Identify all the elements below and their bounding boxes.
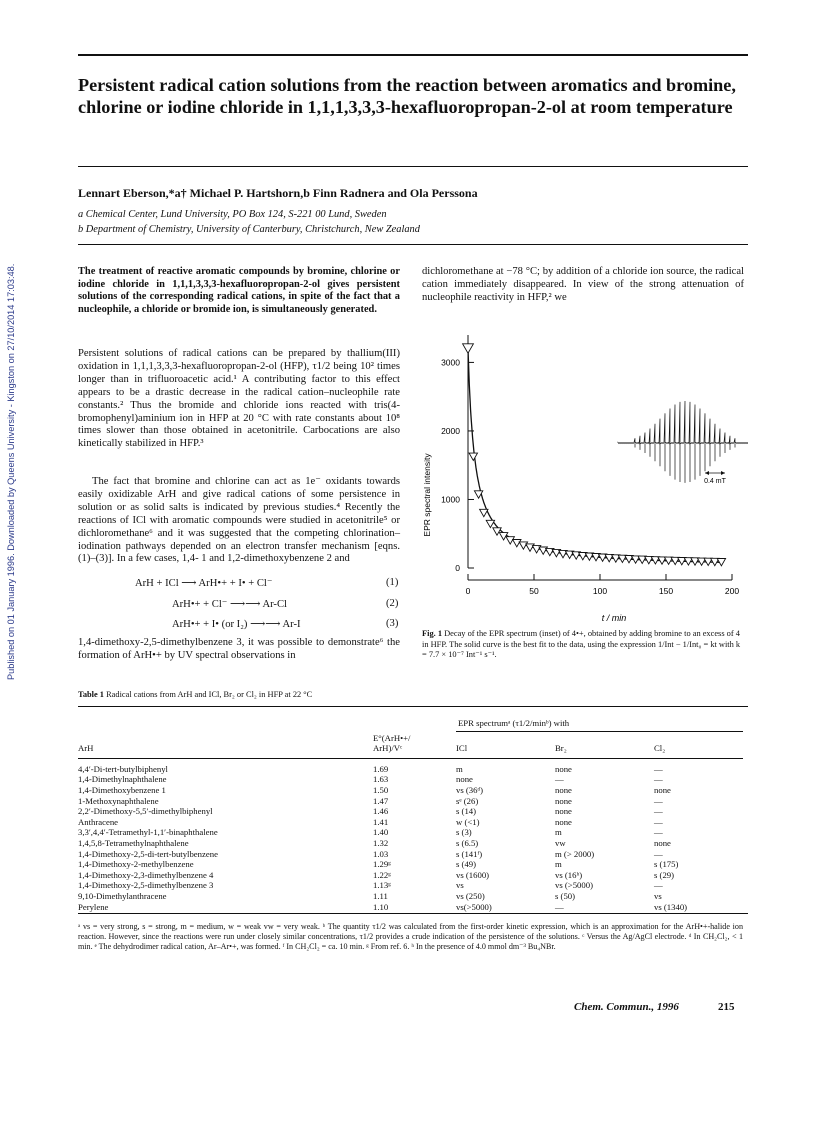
x-tick-label: 0 <box>465 586 471 596</box>
cell-potential: 1.63 <box>373 774 389 785</box>
y-axis-label: EPR spectral intensity <box>422 453 432 537</box>
cell-br2: none <box>555 795 572 806</box>
cell-cl2: none <box>654 837 671 848</box>
paragraph-2: The fact that bromine and chlorine can act as 1e⁻ oxidants towards easily oxidizable ArH and give radical cations of some persistence in solution or as solid salts is indicated by previous studies.⁴ Recently the reactions of ICl with aromatic compounds were studied in acetonitrile⁵ or dichloromethane⁶ and it was suggested that the competing chlorination–iodination pathways depended on an electron transfer mechanism [eqns. (1)–(3)]. In a few cases, 1,4- 1 and 1,2-dimethoxybenzene 2 and <box>78 476 400 565</box>
cell-br2: none <box>555 763 572 774</box>
header-arh: ArH <box>78 743 94 754</box>
cell-potential: 1.41 <box>373 816 389 827</box>
cell-br2: m <box>555 827 562 838</box>
cell-potential: 1.50 <box>373 784 389 795</box>
data-point <box>480 509 488 516</box>
x-tick-label: 200 <box>724 586 740 596</box>
y-tick-label: 1000 <box>441 494 460 505</box>
cell-icl: s (141ᶠ) <box>456 848 483 859</box>
cell-icl: vs(>5000) <box>456 901 492 912</box>
header-e-line1: E°(ArH•+/ <box>373 732 411 743</box>
top-rule-thick <box>78 54 748 56</box>
download-notice: Published on 01 January 1996. Downloaded by Queens University - Kingston on 27/10/2014 17:03:48. <box>6 263 16 680</box>
cell-cl2: — <box>654 827 663 838</box>
author-rule <box>78 244 748 245</box>
table-row <box>78 891 743 902</box>
cell-icl: m <box>456 763 463 774</box>
cell-potential: 1.10 <box>373 901 389 912</box>
table-footnote: ᵃ vs = very strong, s = strong, m = medium, w = weak vw = very weak. ᵇ The quantity τ1/2 was calculated from the first-order kinetic expression, which is an approximation for the ArH•+-halide ion reaction. However, since the reactions were run under closely similar concentrations, τ1/2 provides a crude indication of the persistence of the solutions. ᶜ Versus the Ag/AgCl electrode. ᵈ In CH₂Cl₂, < 1 min. ᵉ The dehydrodimer radical cation, Ar–Ar•+, was formed. ᶠ In CH₂Cl₂ = ca. 10 min. ᵍ From ref. 6. ʰ In the presence of 4.0 mmol dm⁻³ Bu₄NBr. <box>78 922 743 952</box>
equation-3: ArH•+ + I• (or I₂) ⟶⟶ Ar-I <box>172 619 301 630</box>
cell-cl2: — <box>654 795 663 806</box>
header-icl: ICl <box>456 743 468 754</box>
cell-cl2: s (29) <box>654 869 675 880</box>
data-point <box>463 344 474 353</box>
x-tick-label: 50 <box>529 586 539 596</box>
cell-arh: 1,4-Dimethoxy-2,3-dimethylbenzene 4 <box>78 869 214 880</box>
table-row <box>78 827 743 838</box>
page-number: 215 <box>718 1001 735 1013</box>
y-tick-label: 0 <box>455 563 460 573</box>
y-tick-label: 2000 <box>441 425 460 436</box>
table-row <box>78 859 743 870</box>
table-row <box>78 838 743 849</box>
article-title: Persistent radical cation solutions from the reaction between aromatics and bromine, chlorine or iodine chloride in 1,1,1,3,3,3-hexafluoropropan-2-ol at room temperature <box>78 75 736 117</box>
table-row <box>78 849 743 860</box>
cell-icl: s (14) <box>456 806 477 817</box>
cell-arh: 1,4-Dimethoxy-2,5-di-tert-butylbenzene <box>78 848 218 859</box>
cell-arh: 2,2′-Dimethoxy-5,5′-dimethylbiphenyl <box>78 806 213 817</box>
cell-cl2: — <box>654 880 663 891</box>
cell-arh: 9,10-Dimethylanthracene <box>78 890 167 901</box>
table-row <box>78 796 743 807</box>
cell-br2: m <box>555 859 562 870</box>
cell-arh: 1,4-Dimethoxy-2,5-dimethylbenzene 3 <box>78 880 214 891</box>
cell-br2: none <box>555 806 572 817</box>
cell-cl2: — <box>654 848 663 859</box>
cell-br2: none <box>555 784 572 795</box>
figure-1-caption <box>422 629 744 661</box>
cell-cl2: — <box>654 774 663 785</box>
cell-arh: 1-Methoxynaphthalene <box>78 795 159 806</box>
data-point <box>469 453 477 460</box>
table-1-caption <box>78 690 748 701</box>
x-tick-label: 100 <box>592 586 608 596</box>
right-paragraph-1: dichloromethane at −78 °C; by addition of a chloride ion source, the radical cation immediately disappeared. In view of the strong attenuation of nucleophile reactivity in HFP,² we <box>422 266 744 303</box>
cell-br2: vs (>5000) <box>555 880 593 891</box>
cell-icl: sᵉ (26) <box>456 795 479 806</box>
table-row <box>78 806 743 817</box>
paragraph-1: Persistent solutions of radical cations can be prepared by thallium(III) oxidation in 1,1,1,3,3,3-hexafluoropropan-2-ol (HFP), τ1/2 being 10² times longer than in trifluoroacetic acid.¹ A contributing factor to this effect appears to be a drastic decrease in the radical cation–nucleophile rate constants.² Thus the bromide and chloride ions reacted with tris(4-bromophenyl)aminium ion in HFP at 20 °C with rate constants about 10⁸ times slower than those obtained in acetonitrile. Carbocations are also kinetically stabilized in HFP.³ <box>78 348 400 450</box>
cell-arh: 1,4-Dimethoxybenzene 1 <box>78 784 166 795</box>
table-row <box>78 902 743 913</box>
abstract: The treatment of reactive aromatic compounds by bromine, chlorine or iodine chloride in 1,1,1,3,3,3-hexafluoropropan-2-ol gives persistent solutions of the corresponding radical cations, in spite of the fact that a nucleophile, a chloride or bromide ion, is simultaneously generated. <box>78 266 400 315</box>
table-row <box>78 774 743 785</box>
cell-cl2: vs <box>654 890 662 901</box>
epr-spectrum-trace <box>618 401 748 483</box>
cell-icl: s (6.5) <box>456 837 479 848</box>
header-cl2: Cl₂ <box>654 743 666 754</box>
cell-br2: m (> 2000) <box>555 848 595 859</box>
cell-arh: 4,4′-Di-tert-butylbiphenyl <box>78 763 168 774</box>
figure-1-caption-text: Decay of the EPR spectrum (inset) of 4•+, obtained by adding bromine to an excess of 4 in HFP. The solid curve is the best fit to the data, using the expression 1/Int − 1/Int₀ = kt with k = 7.7 × 10⁻⁷ Int⁻¹ s⁻¹. <box>422 629 741 660</box>
cell-br2: — <box>555 774 564 785</box>
cell-potential: 1.32 <box>373 837 389 848</box>
cell-potential: 1.69 <box>373 763 389 774</box>
cell-icl: vs (1600) <box>456 869 490 880</box>
cell-icl: vs <box>456 880 464 891</box>
cell-icl: none <box>456 774 473 785</box>
cell-potential: 1.46 <box>373 806 389 817</box>
cell-potential: 1.47 <box>373 795 389 806</box>
cell-cl2: s (175) <box>654 859 679 870</box>
table-row <box>78 785 743 796</box>
authors: Lennart Eberson,*a† Michael P. Hartshorn,b Finn Radnera and Ola Perssona <box>78 186 478 200</box>
table-bottom-rule <box>78 913 748 914</box>
cell-icl: vs (250) <box>456 890 485 901</box>
data-point <box>486 520 494 527</box>
cell-arh: Perylene <box>78 901 109 912</box>
equation-2-number: (2) <box>386 598 399 609</box>
cell-br2: vw <box>555 837 566 848</box>
cell-potential: 1.13ᵍ <box>373 880 391 891</box>
cell-cl2: — <box>654 816 663 827</box>
epr-inset-spectrum <box>618 401 748 483</box>
cell-br2: — <box>555 901 564 912</box>
affiliation-1: a Chemical Center, Lund University, PO Box 124, S-221 00 Lund, Sweden <box>78 209 387 220</box>
table-row <box>78 817 743 828</box>
fit-curve <box>468 349 721 563</box>
figure-1-chart <box>420 325 748 625</box>
equation-1-number: (1) <box>386 577 399 588</box>
cell-br2: none <box>555 816 572 827</box>
table-top-rule <box>78 706 748 707</box>
cell-cl2: — <box>654 763 663 774</box>
table-row <box>78 880 743 891</box>
cell-arh: 1,4,5,8-Tetramethylnaphthalene <box>78 837 189 848</box>
paragraph-3: 1,4-dimethoxy-2,5-dimethylbenzene 3, it was possible to demonstrate⁶ the formation of ArH•+ by UV spectral observations in <box>78 637 400 661</box>
equation-1: ArH + ICl ⟶ ArH•+ + I• + Cl⁻ <box>135 578 273 589</box>
cell-br2: vs (16ʰ) <box>555 869 583 880</box>
table-1-label: Table 1 <box>78 690 104 699</box>
header-e-line2: ArH)/Vᶜ <box>373 743 403 754</box>
cell-cl2: — <box>654 806 663 817</box>
y-tick-label: 3000 <box>441 357 460 368</box>
cell-icl: vs (36ᵈ) <box>456 784 484 795</box>
figure-1-label: Fig. 1 <box>422 629 443 638</box>
cell-potential: 1.22ᵍ <box>373 869 391 880</box>
cell-icl: s (3) <box>456 827 472 838</box>
x-axis-label: t / min <box>601 613 627 623</box>
header-group: EPR spectrumᵃ (τ1/2/minᵇ) with <box>458 718 570 728</box>
journal-name: Chem. Commun., 1996 <box>574 1001 679 1013</box>
cell-arh: Anthracene <box>78 816 119 827</box>
equation-2: ArH•+ + Cl⁻ ⟶⟶ Ar-Cl <box>172 599 287 610</box>
table-row <box>78 870 743 881</box>
table-1-caption-text: Radical cations from ArH and ICl, Br₂ or Cl₂ in HFP at 22 °C <box>106 690 313 699</box>
cell-potential: 1.11 <box>373 890 388 901</box>
affiliation-2: b Department of Chemistry, University of Canterbury, Christchurch, New Zealand <box>78 224 420 235</box>
equation-3-number: (3) <box>386 618 399 629</box>
cell-potential: 1.29ᵍ <box>373 859 391 870</box>
header-br2: Br₂ <box>555 743 567 754</box>
cell-arh: 1,4-Dimethoxy-2-methylbenzene <box>78 859 194 870</box>
title-rule <box>78 166 748 167</box>
table-1 <box>78 718 743 912</box>
cell-arh: 3,3′,4,4′-Tetramethyl-1,1′-binaphthalene <box>78 827 218 838</box>
cell-cl2: vs (1340) <box>654 901 688 912</box>
cell-br2: s (50) <box>555 890 576 901</box>
cell-icl: w (<1) <box>456 816 480 827</box>
x-tick-label: 150 <box>658 586 674 596</box>
cell-potential: 1.40 <box>373 827 389 838</box>
scale-bar-label: 0.4 mT <box>704 478 726 485</box>
cell-arh: 1,4-Dimethylnaphthalene <box>78 774 167 785</box>
table-row <box>78 764 743 775</box>
cell-icl: s (49) <box>456 859 477 870</box>
cell-cl2: none <box>654 784 671 795</box>
cell-potential: 1.03 <box>373 848 389 859</box>
